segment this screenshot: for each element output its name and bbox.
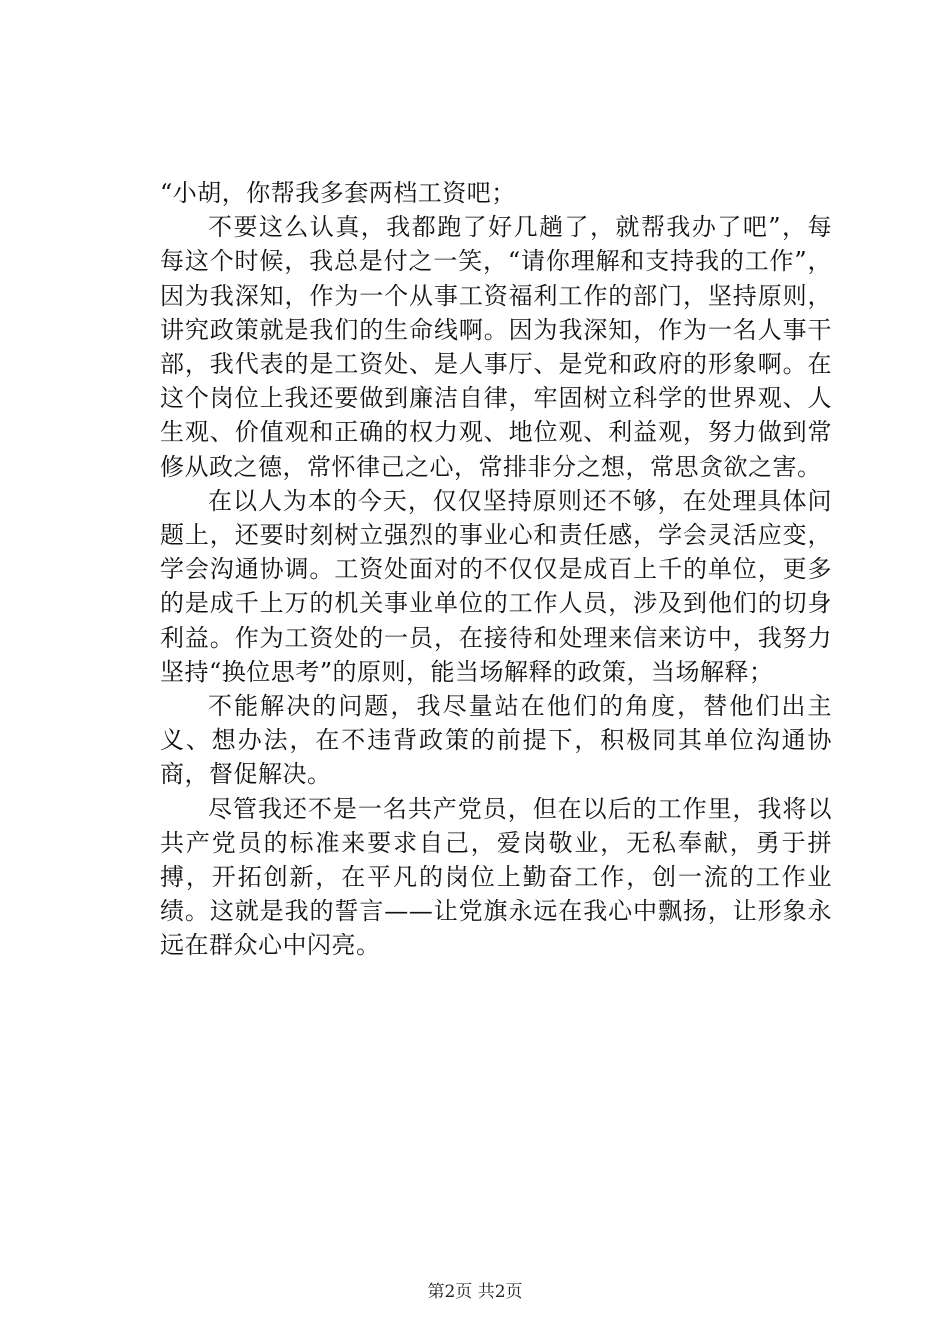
paragraph-2: 不要这么认真，我都跑了好几趟了，就帮我办了吧”，每每这个时候，我总是付之一笑，“请你理解和支持我的工作”，因为我深知，作为一个从事工资福利工作的部门，坚持原则，讲究政策就是我们的生命线啊。因为我深知，作为一名人事干部，我代表的是工资处、是人事厅、是党和政府的形象啊。在这个岗位上我还要做到廉洁自律，牢固树立科学的世界观、人生观、价值观和正确的权力观、地位观、利益观，努力做到常修从政之德，常怀律己之心，常排非分之想，常思贪欲之害。 xyxy=(160,213,832,481)
page-footer xyxy=(0,1282,950,1302)
page-number-label: 第2页 共2页 xyxy=(427,1282,523,1302)
document-body xyxy=(160,176,832,963)
paragraph-3: 在以人为本的今天，仅仅坚持原则还不够，在处理具体问题上，还要时刻树立强烈的事业心和责任感，学会灵活应变，学会沟通协调。工资处面对的不仅仅是成百上千的单位，更多的是成千上万的机关事业单位的工作人员，涉及到他们的切身利益。作为工资处的一员，在接待和处理来信来访中，我努力坚持“换位思考”的原则，能当场解释的政策，当场解释； xyxy=(160,486,832,686)
paragraph-4: 不能解决的问题，我尽量站在他们的角度，替他们出主义、想办法，在不违背政策的前提下，积极同其单位沟通协商，督促解决。 xyxy=(160,692,832,789)
paragraph-1: “小胡，你帮我多套两档工资吧； xyxy=(160,179,516,207)
paragraph-5: 尽管我还不是一名共产党员，但在以后的工作里，我将以共产党员的标准来要求自己，爱岗敬业，无私奉献，勇于拼搏，开拓创新，在平凡的岗位上勤奋工作，创一流的工作业绩。这就是我的誓言——让党旗永远在我心中飘扬，让形象永远在群众心中闪亮。 xyxy=(160,794,832,960)
